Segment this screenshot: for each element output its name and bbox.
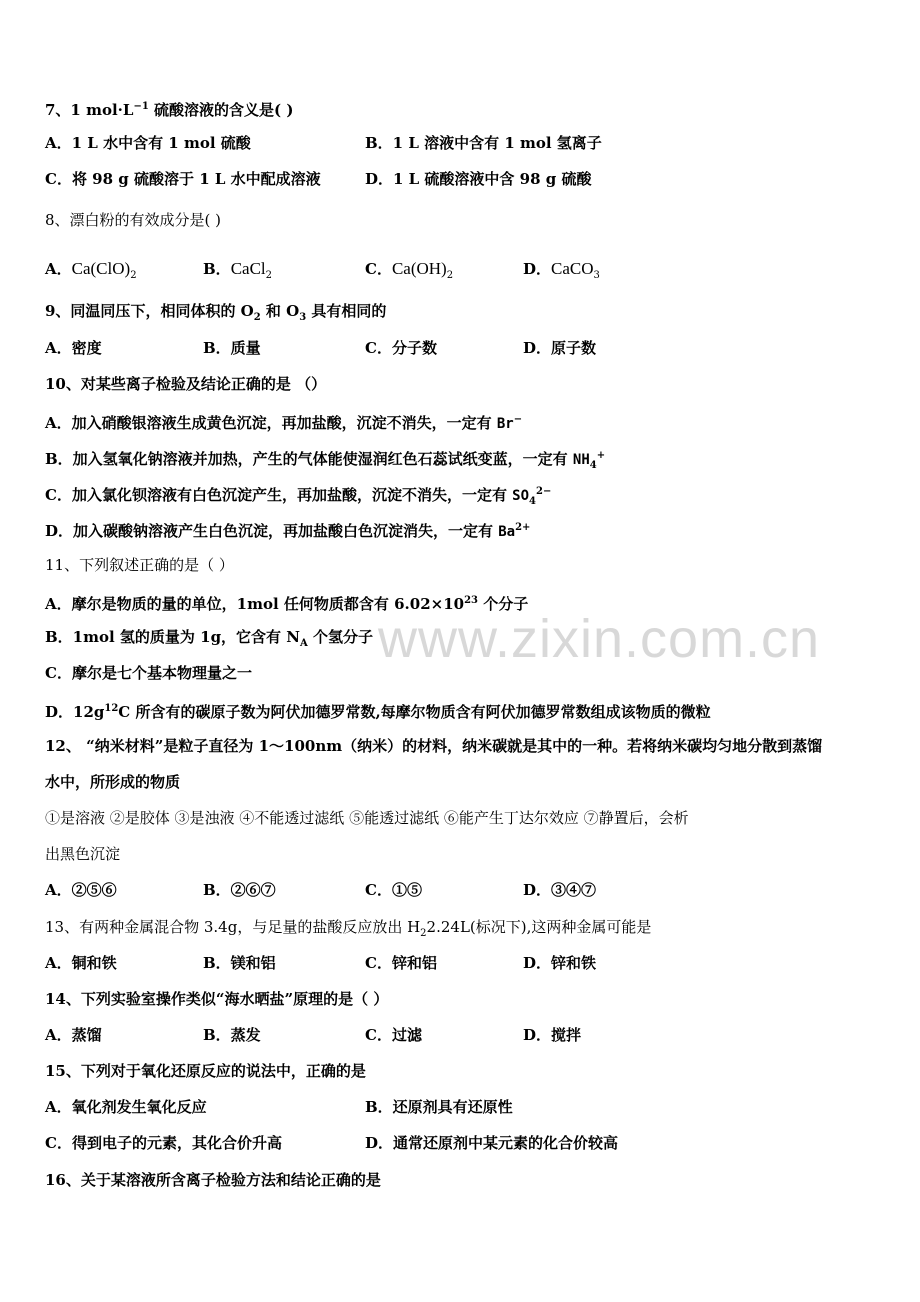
- q13-option-d: D．锌和铁: [523, 954, 597, 972]
- question-13-stem: 13、有两种金属混合物 3.4g，与足量的盐酸反应放出 $H_22.24L$(标况下),这两种金属可能是: [45, 918, 652, 939]
- question-16-stem: 16、关于某溶液所含离子检验方法和结论正确的是: [45, 1171, 381, 1189]
- q8-option-b: B．CaCl$_2$: [203, 259, 273, 281]
- q9-option-b: B．质量: [203, 339, 261, 357]
- q8-option-d: D．CaCO$_3$: [523, 259, 600, 281]
- q14-option-b: B．蒸发: [203, 1026, 261, 1044]
- q10-option-c: C．加入氯化钡溶液有白色沉淀产生，再加盐酸，沉淀不消失，一定有 $SO_4^{2-}$: [45, 486, 552, 507]
- question-12-stem-line-1: 12、 “纳米材料”是粒子直径为 1～100nm（纳米）的材料，纳米碳就是其中的一种。若将纳米碳均匀地分散到蒸馏: [45, 737, 823, 755]
- question-15-options-row-2: [45, 1133, 890, 1155]
- q11-option-b: B．1mol 氢的质量为 1g，它含有 $N_A$ 个氢分子: [45, 628, 373, 649]
- q14-option-d: D．搅拌: [523, 1026, 582, 1044]
- question-8-stem: 8、漂白粉的有效成分是( ): [45, 211, 222, 229]
- question-13-options: [45, 953, 890, 975]
- q15-option-a: A．氧化剂发生氧化反应: [45, 1098, 207, 1116]
- question-14-stem: 14、下列实验室操作类似“海水晒盐”原理的是（ ）: [45, 990, 389, 1008]
- question-7-options-row-2: [45, 169, 890, 191]
- q11-option-a: A．摩尔是物质的量的单位，1mol 任何物质都含有 $6.02\times 10^{23}$ 个分子: [45, 595, 529, 613]
- q9-option-c: C．分子数: [365, 339, 437, 357]
- question-9-stem: 9、同温同压下，相同体积的 $O_2$ 和 $O_3$ 具有相同的: [45, 302, 387, 323]
- q12-option-a: A．②⑤⑥: [45, 881, 117, 899]
- watermark: www.zixin.com.cn: [378, 609, 821, 669]
- q14-option-a: A．蒸馏: [45, 1026, 102, 1044]
- q11-option-c: C．摩尔是七个基本物理量之一: [45, 664, 252, 682]
- question-8-options: [45, 259, 890, 281]
- question-10-stem: 10、对某些离子检验及结论正确的是 （）: [45, 375, 327, 393]
- question-12-items-line-2: 出黑色沉淀: [45, 845, 121, 863]
- q9-option-d: D．原子数: [523, 339, 597, 357]
- q11-option-d: D．$12g^{12}C$ 所含有的碳原子数为阿伏加德罗常数,每摩尔物质含有阿伏加德罗常数组成该物质的微粒: [45, 703, 711, 721]
- q14-option-c: C．过滤: [365, 1026, 422, 1044]
- q12-option-b: B．②⑥⑦: [203, 881, 276, 899]
- q10-option-b: B．加入氢氧化钠溶液并加热，产生的气体能使湿润红色石蕊试纸变蓝，一定有 $NH_4^+$: [45, 450, 606, 471]
- q15-option-d: D．通常还原剂中某元素的化合价较高: [365, 1134, 619, 1152]
- question-12-options: [45, 880, 890, 902]
- q15-option-b: B．还原剂具有还原性: [365, 1098, 513, 1116]
- q9-option-a: A．密度: [45, 339, 102, 357]
- q7-option-a: A．1 L 水中含有 1 mol 硫酸: [45, 134, 251, 152]
- question-7-stem: 7、1 $mol\cdot L^{-1}$ 硫酸溶液的含义是( ): [45, 101, 294, 119]
- question-15-options-row-1: [45, 1097, 890, 1119]
- question-7-options-row-1: [45, 133, 890, 155]
- q7-option-d: D．1 L 硫酸溶液中含 98 g 硫酸: [365, 170, 592, 188]
- question-12-items-line-1: ①是溶液 ②是胶体 ③是浊液 ④不能透过滤纸 ⑤能透过滤纸 ⑥能产生丁达尔效应 ⑦静置后，会析: [45, 809, 689, 827]
- q10-option-d: D．加入碳酸钠溶液产生白色沉淀，再加盐酸白色沉淀消失，一定有 $Ba^{2+}$: [45, 522, 531, 540]
- question-12-stem-line-2: 水中，所形成的物质: [45, 773, 181, 791]
- question-11-stem: 11、下列叙述正确的是（ ）: [45, 556, 234, 574]
- q7-option-b: B．1 L 溶液中含有 1 mol 氢离子: [365, 134, 602, 152]
- q13-option-b: B．镁和铝: [203, 954, 276, 972]
- question-15-stem: 15、下列对于氧化还原反应的说法中，正确的是: [45, 1062, 366, 1080]
- q7-option-c: C．将 98 g 硫酸溶于 1 L 水中配成溶液: [45, 170, 321, 188]
- q13-option-c: C．锌和铝: [365, 954, 437, 972]
- q15-option-c: C．得到电子的元素，其化合价升高: [45, 1134, 282, 1152]
- q10-option-a: A．加入硝酸银溶液生成黄色沉淀，再加盐酸，沉淀不消失，一定有 Br−: [45, 414, 523, 432]
- q13-option-a: A．铜和铁: [45, 954, 117, 972]
- q8-option-c: C．$Ca(OH)_2$: [365, 259, 454, 281]
- q8-option-a: A．$Ca(ClO)_2$: [45, 259, 137, 281]
- q12-option-d: D．③④⑦: [523, 881, 597, 899]
- question-9-options: [45, 338, 890, 360]
- q12-option-c: C．①⑤: [365, 881, 422, 899]
- question-14-options: [45, 1025, 890, 1047]
